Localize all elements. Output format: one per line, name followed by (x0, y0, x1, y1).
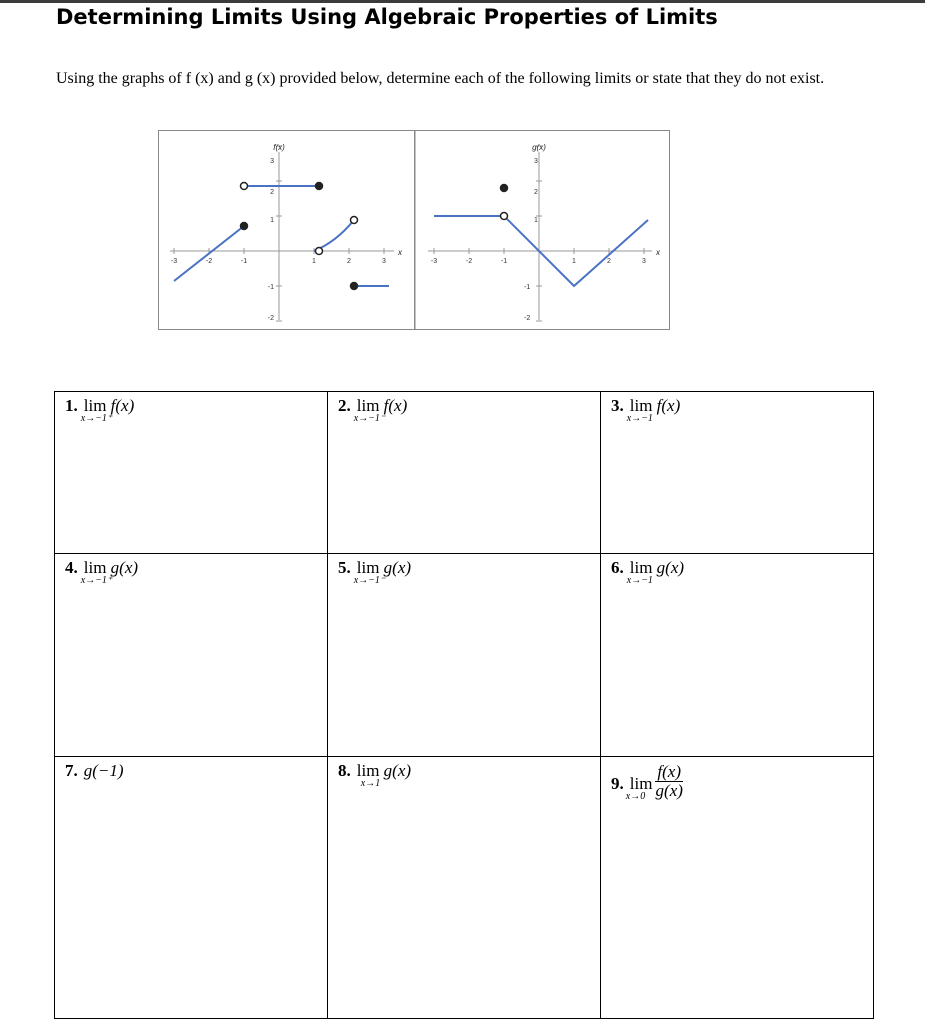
limit-subscript: x→−1 (626, 413, 653, 424)
graphs-figure (158, 130, 670, 330)
problem-3 (611, 396, 681, 424)
limit-subscript: x→0 (625, 791, 646, 803)
fraction-numerator: f(x) (657, 762, 682, 781)
f-ytick-label: -1 (267, 284, 274, 291)
g-xtick-label: -2 (465, 258, 473, 265)
g-xtick-label: 1 (572, 258, 576, 265)
g-xtick-label: -3 (430, 258, 438, 265)
lim-text: lim (629, 558, 653, 577)
problem-number: 6. (611, 558, 624, 577)
f-open-point (351, 217, 358, 224)
lim-text: lim (83, 558, 107, 577)
problem-number: 9. (611, 774, 624, 794)
f-xtick-label: -3 (170, 258, 178, 265)
f-xtick-label: -1 (240, 258, 248, 265)
problem-cell[interactable] (328, 554, 601, 757)
f-graph-panel (159, 131, 415, 330)
g-graph-label: g(x) (532, 143, 546, 152)
lim-text: lim (356, 761, 380, 780)
limit-expression: g(x) (383, 558, 412, 577)
problem-4 (65, 558, 139, 586)
problem-7 (65, 761, 124, 781)
problem-number: 5. (338, 558, 351, 577)
problem-cell[interactable] (601, 757, 874, 1019)
f-ytick-label: 2 (270, 189, 274, 196)
g-xtick-label: 2 (607, 258, 611, 265)
f-x-axis-label: x (398, 248, 402, 257)
f-graph-label: f(x) (273, 143, 285, 152)
limit-expression: f(x) (110, 396, 135, 415)
limit-expression: g(x) (110, 558, 139, 577)
limit-expression: f(x) (656, 396, 681, 415)
problem-cell[interactable] (601, 392, 874, 554)
g-closed-point (501, 185, 508, 192)
limit-expression: f(x) (383, 396, 408, 415)
limit-subscript: x→−1⁺ (80, 413, 113, 424)
limit-subscript: x→−1⁻ (353, 413, 386, 424)
problem-cell[interactable] (55, 392, 328, 554)
limit-expression: g(x) (383, 761, 412, 780)
instructions-text: Using the graphs of f (x) and g (x) provided below, determine each of the following limits or state that they do not exist. (56, 70, 825, 87)
problem-number: 3. (611, 396, 624, 415)
fraction-denominator: g(x) (655, 781, 683, 800)
g-x-axis-label: x (656, 248, 660, 257)
quotient-fraction (655, 763, 683, 800)
problem-number: 4. (65, 558, 78, 577)
limit-subscript: x→−1⁺ (80, 575, 113, 586)
limit-subscript: x→1 (360, 778, 381, 789)
lim-text: lim (83, 396, 107, 415)
f-open-point (241, 183, 248, 190)
problem-number: 8. (338, 761, 351, 780)
problem-number: 2. (338, 396, 351, 415)
limit-operator (353, 396, 386, 424)
problem-number: 7. (65, 761, 78, 780)
f-open-point (316, 248, 323, 255)
g-ytick-label: 3 (534, 158, 538, 165)
g-graph-panel (415, 131, 670, 330)
problem-9 (611, 762, 683, 804)
lim-text: lim (629, 396, 653, 415)
f-ytick-label: 1 (270, 217, 274, 224)
problem-cell[interactable] (55, 554, 328, 757)
lim-text: lim (629, 774, 653, 794)
f-ytick-label: 3 (270, 158, 274, 165)
f-xtick-label: -2 (205, 258, 213, 265)
problem-6 (611, 558, 685, 586)
limit-operator (80, 396, 113, 424)
limit-expression: g(x) (656, 558, 685, 577)
g-ytick-label: -1 (524, 284, 531, 291)
f-closed-point (351, 283, 358, 290)
page-title: Determining Limits Using Algebraic Properties of Limits (56, 5, 718, 29)
problem-cell[interactable] (55, 757, 328, 1019)
f-closed-point (241, 223, 248, 230)
f-closed-point (316, 183, 323, 190)
g-xtick-label: 3 (642, 258, 646, 265)
problem-number: 1. (65, 396, 78, 415)
g-ytick-label: 1 (534, 217, 538, 224)
limit-operator (353, 558, 386, 586)
problems-table (54, 391, 874, 1019)
f-xtick-label: 3 (382, 258, 386, 265)
f-ytick-label: -2 (267, 315, 274, 322)
limit-operator (626, 396, 653, 424)
g-open-point (501, 213, 508, 220)
g-ytick-label: 2 (534, 189, 538, 196)
problem-5 (338, 558, 412, 586)
limit-operator (626, 558, 653, 586)
problem-cell[interactable] (328, 757, 601, 1019)
top-border (0, 0, 925, 3)
g-ytick-label: -2 (524, 315, 531, 322)
g-xtick-label: -1 (500, 258, 508, 265)
lim-text: lim (356, 396, 380, 415)
function-value: g(−1) (83, 761, 124, 780)
limit-operator (356, 761, 381, 789)
f-xtick-label: 2 (347, 258, 351, 265)
limit-subscript: x→−1⁻ (353, 575, 386, 586)
problem-cell[interactable] (601, 554, 874, 757)
limit-subscript: x→−1 (626, 575, 653, 586)
problem-2 (338, 396, 408, 424)
f-xtick-label: 1 (312, 258, 316, 265)
problem-8 (338, 761, 412, 789)
limit-operator (80, 558, 113, 586)
lim-text: lim (356, 558, 380, 577)
problem-cell[interactable] (328, 392, 601, 554)
problem-1 (65, 396, 135, 424)
limit-operator (625, 774, 653, 803)
